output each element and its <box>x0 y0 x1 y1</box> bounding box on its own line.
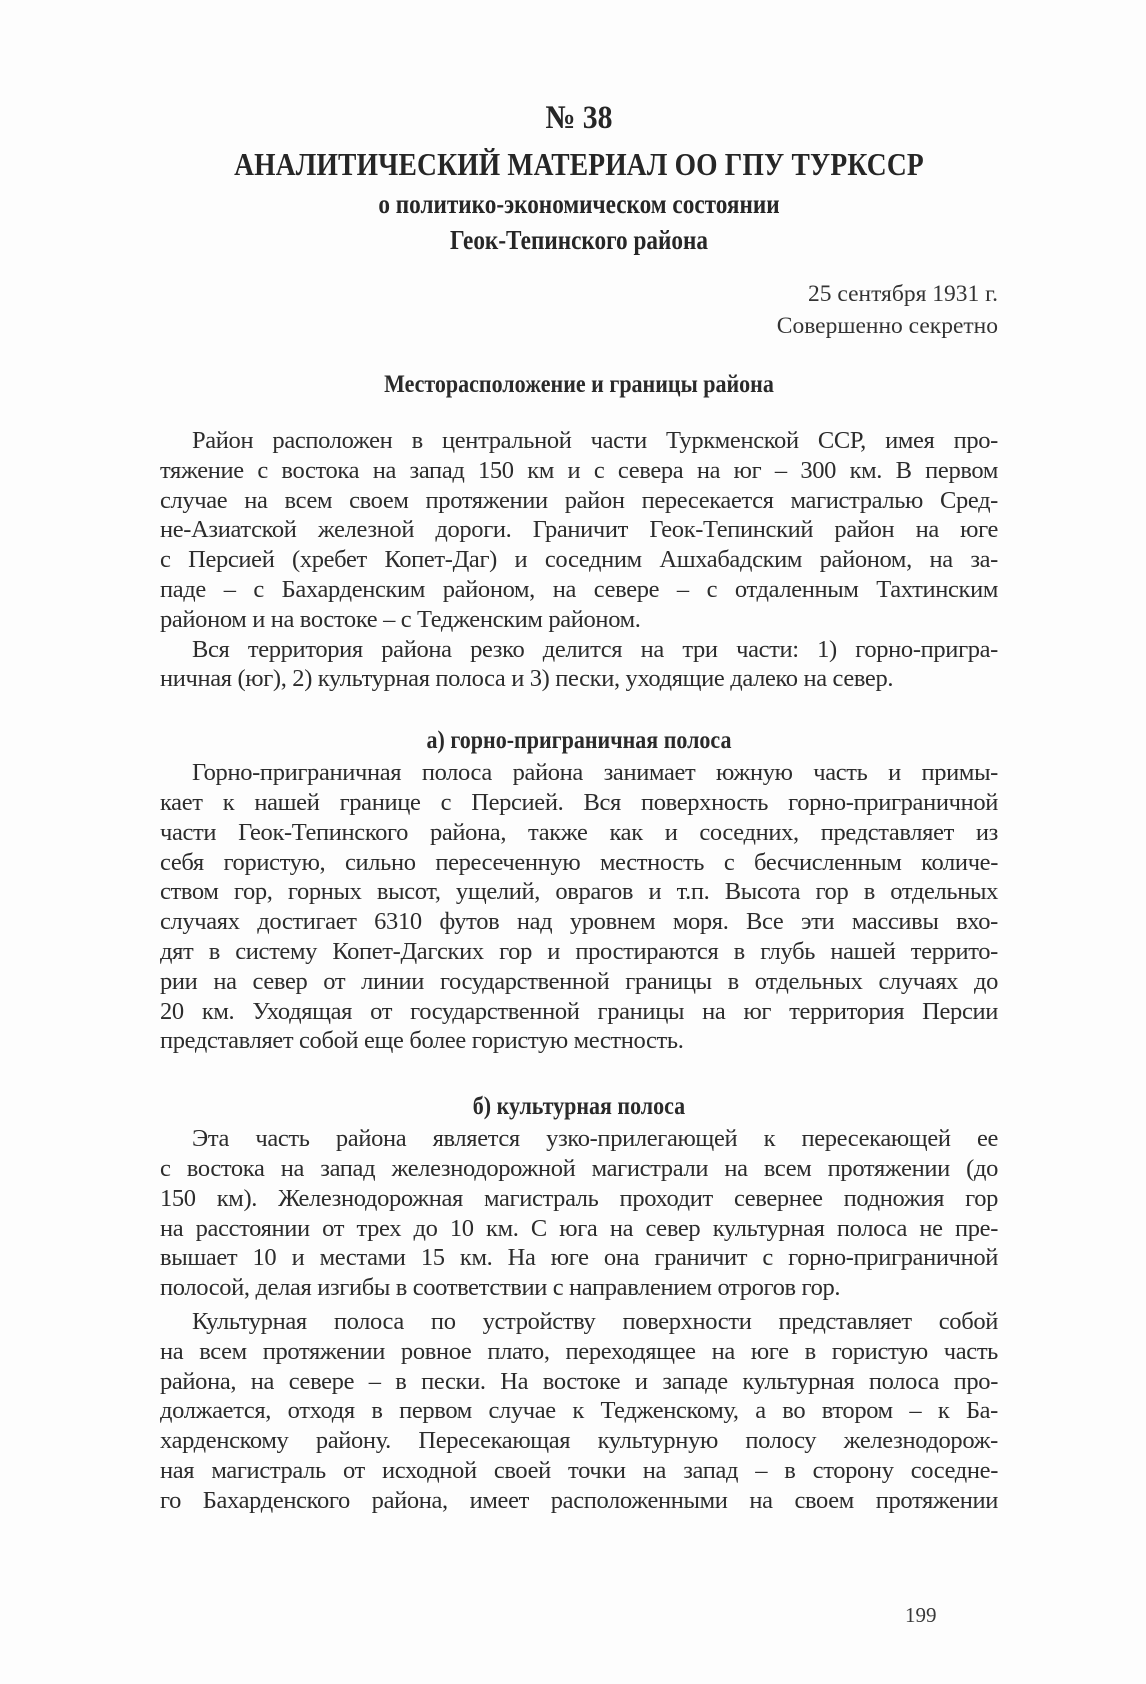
text-line: случаях достигает 6310 футов над уровнем моря. Все эти массивы вхо- <box>160 908 998 936</box>
paragraph-mountain-border-zone <box>160 758 998 1056</box>
text-line: должается, отходя в первом случае к Тедженскому, а во втором – к Ба- <box>160 1397 998 1425</box>
text-line: кает к нашей границе с Персией. Вся поверхность горно-приграничной <box>160 788 998 816</box>
text-line: дят в систему Копет-Дагских гор и простираются в глубь нашей террито- <box>160 937 998 965</box>
text-line: случае на всем своем протяжении район пересекается магистралью Сред- <box>160 486 998 514</box>
page-content <box>160 98 998 1516</box>
text-line: 150 км). Железнодорожная магистраль проходит севернее подножия гор <box>160 1184 998 1212</box>
text-line: Район расположен в центральной части Туркменской ССР, имея про- <box>192 427 998 454</box>
text-line: 20 км. Уходящая от государственной границы на юг территория Персии <box>160 997 998 1025</box>
section-heading-mountain-border-zone: а) горно-приграничная полоса <box>426 727 732 755</box>
text-line: на расстоянии от трех до 10 км. С юга на север культурная полоса не пре- <box>160 1214 998 1242</box>
text-line: себя гористую, сильно пересеченную местность с бесчисленным количе- <box>160 848 998 876</box>
paragraph-cultivated-zone-2 <box>160 1307 998 1516</box>
text-line: ством гор, горных высот, ущелий, оврагов и т.п. Высота гор в отдельных <box>160 878 998 906</box>
text-line: го Бахарденского района, имеет расположенными на своем протяжении <box>160 1486 998 1514</box>
text-line: района, на севере – в пески. На востоке и западе культурная полоса про- <box>160 1367 998 1395</box>
text-line: Культурная полоса по устройству поверхности представляет собой <box>192 1307 998 1335</box>
text-line: Горно-приграничная полоса района занимает южную часть и примы- <box>192 759 998 787</box>
text-line: с Персией (хребет Копет-Даг) и соседним Ашхабадским районом, на за- <box>160 546 998 574</box>
text-line: районом и на востоке – с Тедженским районом. <box>160 605 641 633</box>
section-heading-cultivated-zone: б) культурная полоса <box>472 1093 686 1121</box>
document-title: АНАЛИТИЧЕСКИЙ МАТЕРИАЛ ОО ГПУ ТУРКССР <box>234 146 924 182</box>
text-line: полосой, делая изгибы в соответствии с направлением отрогов гор. <box>160 1274 841 1302</box>
text-line: представляет собой еще более гористую местность. <box>160 1027 684 1055</box>
text-line: ничная (юг), 2) культурная полоса и 3) пески, уходящие далеко на север. <box>160 665 894 693</box>
text-line: части Геок-Тепинского района, также как и соседних, представляет из <box>160 818 998 846</box>
text-line: ная магистраль от исходной своей точки на запад – в сторону соседне- <box>160 1456 998 1484</box>
classification-stamp: Совершенно секретно <box>776 313 998 339</box>
paragraph-location-1 <box>160 426 998 635</box>
paragraph-cultivated-zone-1 <box>160 1124 998 1303</box>
document-subtitle-line-1: о политико-экономическом состоянии <box>378 189 780 219</box>
text-line: Эта часть района является узко-прилегающей к пересекающей ее <box>192 1125 998 1153</box>
document-meta <box>160 278 998 342</box>
text-line: рии на север от линии государственной границы в отдельных случаях до <box>160 967 998 995</box>
document-number: № 38 <box>545 100 613 136</box>
section-heading-location: Месторасположение и границы района <box>384 371 774 398</box>
text-line: с востока на запад железнодорожной магистрали на всем протяжении (до <box>160 1154 998 1182</box>
text-line: Вся территория района резко делится на три части: 1) горно-пригра- <box>192 635 998 663</box>
paragraph-location-2 <box>160 635 998 695</box>
text-line: харденскому району. Пересекающая культурную полосу железнодорож- <box>160 1427 998 1455</box>
text-line: тяжение с востока на запад 150 км и с севера на юг – 300 км. В первом <box>160 456 998 484</box>
page-number: 199 <box>905 1603 937 1627</box>
document-date: 25 сентября 1931 г. <box>808 281 998 307</box>
document-subtitle-line-2: Геок-Тепинского района <box>450 225 708 255</box>
text-line: не-Азиатской железной дороги. Граничит Геок-Тепинский район на юге <box>160 516 998 544</box>
text-line: на всем протяжении ровное плато, переходящее на юге в гористую часть <box>160 1337 998 1365</box>
text-line: паде – с Бахарденским районом, на севере – с отдаленным Тахтинским <box>160 575 998 603</box>
text-line: вышает 10 и местами 15 км. На юге она граничит с горно-приграничной <box>160 1244 998 1272</box>
